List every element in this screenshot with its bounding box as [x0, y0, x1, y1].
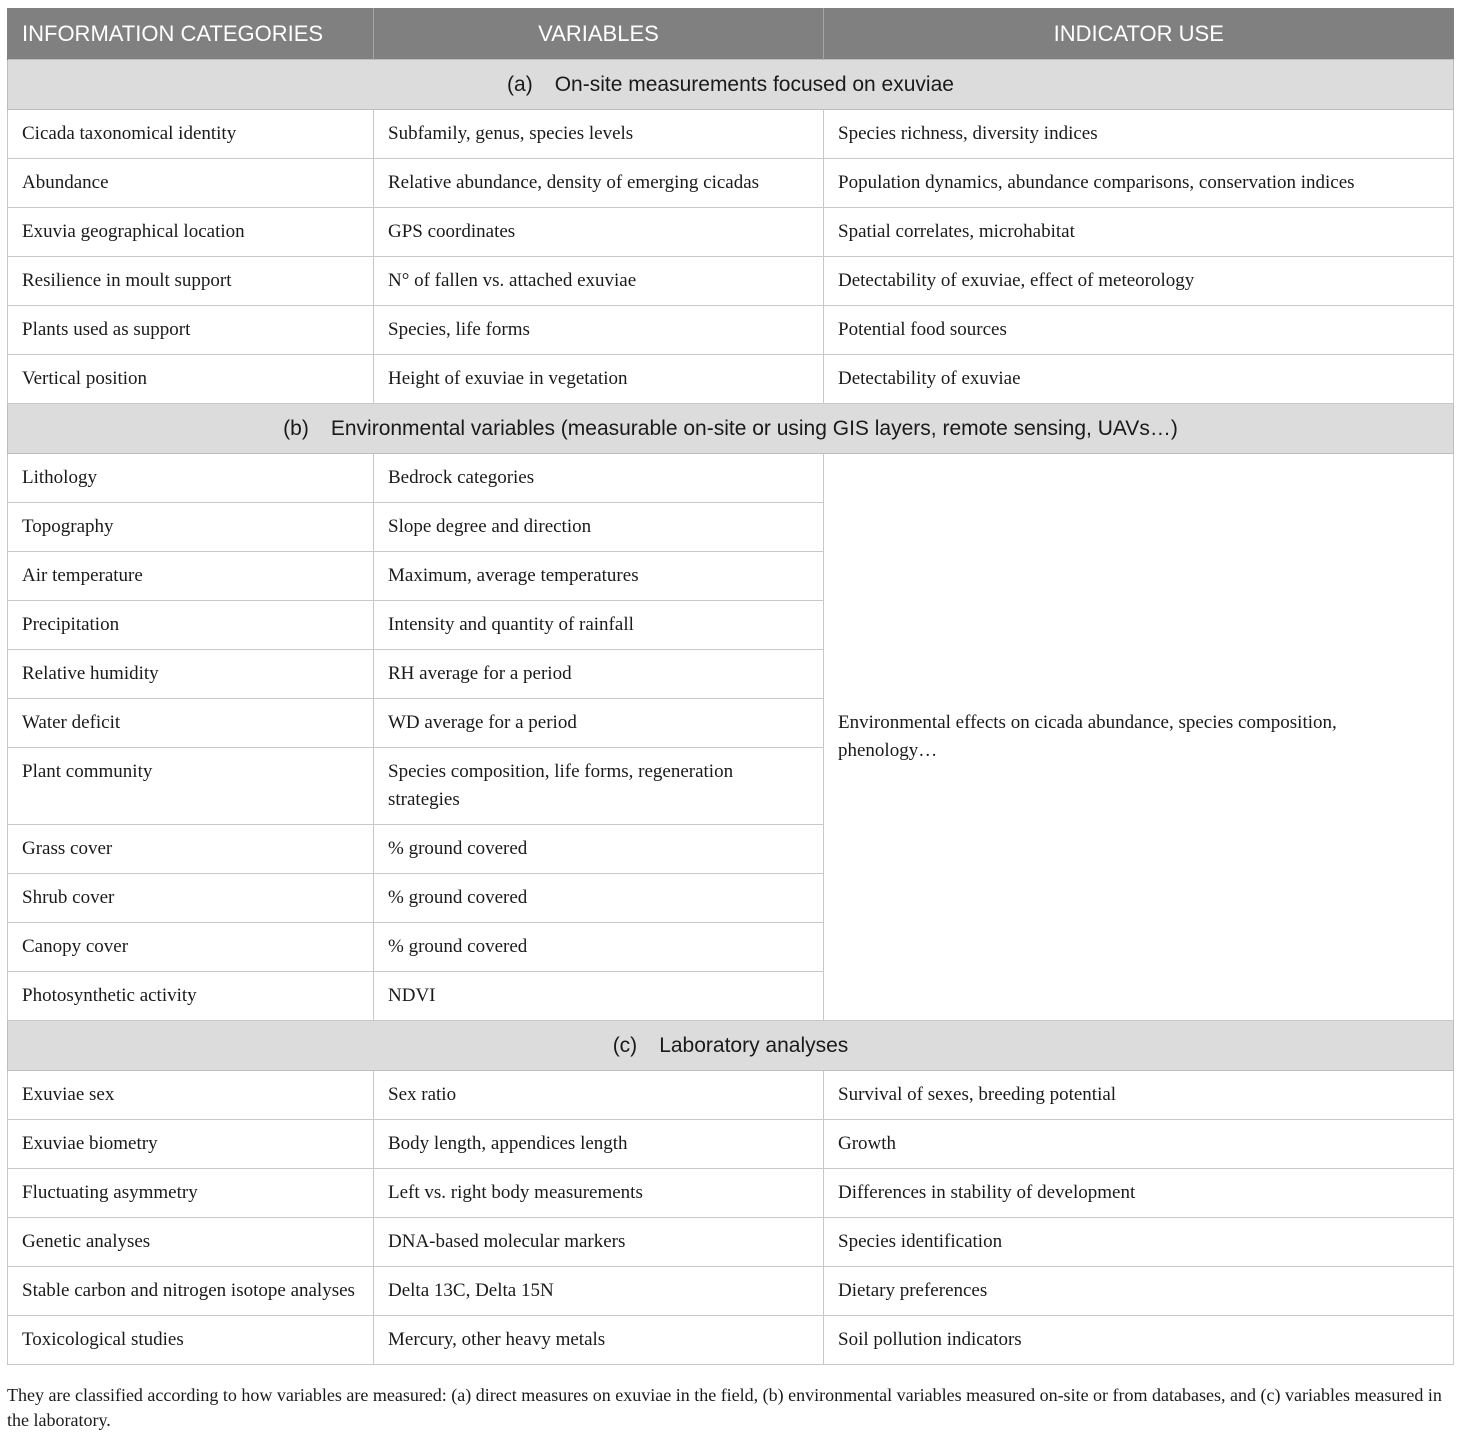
cell-indicator-use: Dietary preferences: [824, 1267, 1454, 1316]
table-row: [8, 1169, 1454, 1218]
cell-variables: Maximum, average temperatures: [374, 552, 824, 601]
cell-variables: NDVI: [374, 972, 824, 1021]
table-row: [8, 1218, 1454, 1267]
cell-indicator-use: Spatial correlates, microhabitat: [824, 208, 1454, 257]
table-row: [8, 208, 1454, 257]
cell-information-category: Cicada taxonomical identity: [8, 110, 374, 159]
table-container: [7, 8, 1453, 1365]
cell-variables: GPS coordinates: [374, 208, 824, 257]
cell-variables: Slope degree and direction: [374, 503, 824, 552]
section-letter: (a): [507, 72, 533, 96]
cell-indicator-use: Differences in stability of development: [824, 1169, 1454, 1218]
cell-information-category: Shrub cover: [8, 874, 374, 923]
cell-indicator-use: Species richness, diversity indices: [824, 110, 1454, 159]
section-heading: [8, 1021, 1454, 1071]
section-letter: (b): [283, 416, 309, 440]
cell-variables: Delta 13C, Delta 15N: [374, 1267, 824, 1316]
header-indicator-use: INDICATOR USE: [824, 8, 1454, 60]
table-row: [8, 257, 1454, 306]
cell-information-category: Stable carbon and nitrogen isotope analyses: [8, 1267, 374, 1316]
table-row: [8, 355, 1454, 404]
cell-variables: Sex ratio: [374, 1071, 824, 1120]
cell-variables: Body length, appendices length: [374, 1120, 824, 1169]
cell-variables: % ground covered: [374, 923, 824, 972]
cell-variables: Species composition, life forms, regeneration strategies: [374, 748, 824, 825]
cell-information-category: Exuviae sex: [8, 1071, 374, 1120]
cell-information-category: Topography: [8, 503, 374, 552]
cell-information-category: Genetic analyses: [8, 1218, 374, 1267]
cell-information-category: Lithology: [8, 454, 374, 503]
cell-variables: N° of fallen vs. attached exuviae: [374, 257, 824, 306]
cell-indicator-use: Detectability of exuviae, effect of meteorology: [824, 257, 1454, 306]
cell-information-category: Precipitation: [8, 601, 374, 650]
cell-indicator-use: Detectability of exuviae: [824, 355, 1454, 404]
section-heading: [8, 404, 1454, 454]
section-heading: [8, 60, 1454, 110]
cell-variables: Subfamily, genus, species levels: [374, 110, 824, 159]
cell-indicator-use-merged: Environmental effects on cicada abundance, species composition, phenology…: [824, 454, 1454, 1021]
cell-variables: % ground covered: [374, 874, 824, 923]
cell-indicator-use: Potential food sources: [824, 306, 1454, 355]
header-row: [8, 8, 1454, 60]
table-row: [8, 110, 1454, 159]
cell-information-category: Fluctuating asymmetry: [8, 1169, 374, 1218]
table-row: [8, 454, 1454, 503]
cell-variables: Left vs. right body measurements: [374, 1169, 824, 1218]
table-row: [8, 306, 1454, 355]
table-caption: They are classified according to how variables are measured: (a) direct measures on exuviae in the field, (b) environmental variables measured on-site or from databases, and (c) variables measured in the laboratory.: [7, 1385, 1442, 1430]
cell-information-category: Plants used as support: [8, 306, 374, 355]
cell-information-category: Relative humidity: [8, 650, 374, 699]
cell-information-category: Resilience in moult support: [8, 257, 374, 306]
cell-information-category: Plant community: [8, 748, 374, 825]
cell-indicator-use: Species identification: [824, 1218, 1454, 1267]
table-row: [8, 1316, 1454, 1365]
cell-information-category: Exuvia geographical location: [8, 208, 374, 257]
cell-variables: Bedrock categories: [374, 454, 824, 503]
data-table: [7, 8, 1454, 1365]
section-row: [8, 60, 1454, 110]
section-row: [8, 404, 1454, 454]
section-title: Laboratory analyses: [659, 1033, 849, 1057]
table-row: [8, 1267, 1454, 1316]
cell-variables: Height of exuviae in vegetation: [374, 355, 824, 404]
header-information-categories: INFORMATION CATEGORIES: [8, 8, 374, 60]
cell-variables: Species, life forms: [374, 306, 824, 355]
cell-variables: % ground covered: [374, 825, 824, 874]
cell-indicator-use: Soil pollution indicators: [824, 1316, 1454, 1365]
cell-information-category: Air temperature: [8, 552, 374, 601]
table-row: [8, 159, 1454, 208]
section-row: [8, 1021, 1454, 1071]
cell-variables: WD average for a period: [374, 699, 824, 748]
cell-information-category: Vertical position: [8, 355, 374, 404]
cell-information-category: Grass cover: [8, 825, 374, 874]
cell-variables: RH average for a period: [374, 650, 824, 699]
table-row: [8, 1120, 1454, 1169]
cell-information-category: Water deficit: [8, 699, 374, 748]
cell-information-category: Exuviae biometry: [8, 1120, 374, 1169]
cell-variables: Relative abundance, density of emerging cicadas: [374, 159, 824, 208]
section-letter: (c): [612, 1033, 638, 1057]
cell-information-category: Abundance: [8, 159, 374, 208]
cell-information-category: Canopy cover: [8, 923, 374, 972]
cell-information-category: Photosynthetic activity: [8, 972, 374, 1021]
cell-variables: Intensity and quantity of rainfall: [374, 601, 824, 650]
header-variables: VARIABLES: [374, 8, 824, 60]
cell-indicator-use: Growth: [824, 1120, 1454, 1169]
cell-indicator-use: Population dynamics, abundance comparisons, conservation indices: [824, 159, 1454, 208]
cell-variables: DNA-based molecular markers: [374, 1218, 824, 1267]
cell-information-category: Toxicological studies: [8, 1316, 374, 1365]
table-body: [8, 60, 1454, 1365]
section-title: Environmental variables (measurable on-site or using GIS layers, remote sensing, UAVs…): [330, 416, 1178, 440]
cell-indicator-use: Survival of sexes, breeding potential: [824, 1071, 1454, 1120]
table-row: [8, 1071, 1454, 1120]
section-title: On-site measurements focused on exuviae: [554, 72, 954, 96]
cell-variables: Mercury, other heavy metals: [374, 1316, 824, 1365]
